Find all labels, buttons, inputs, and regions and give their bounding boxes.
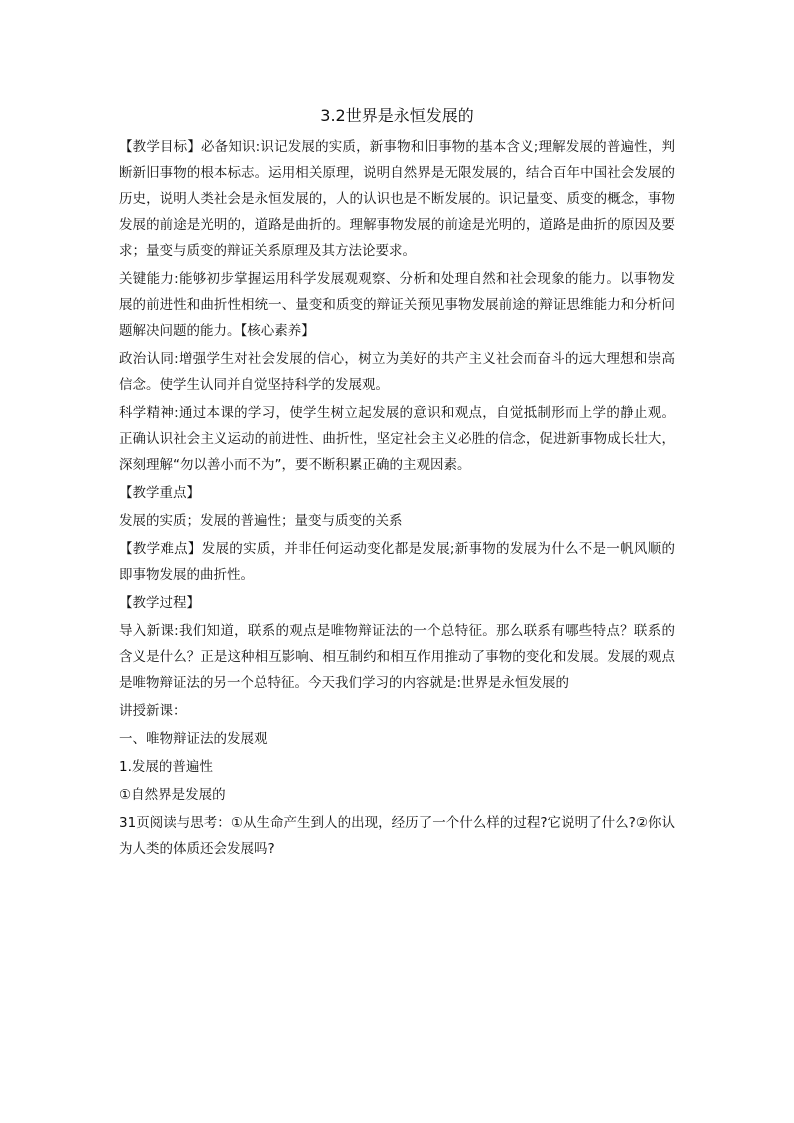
paragraph-difficulties: 【教学难点】发展的实质，并非任何运动变化都是发展;新事物的发展为什么不是一帆风顺的即事物发展的曲折性。 <box>119 541 675 583</box>
paragraph-reading-thinking: 31页阅读与思考：①从生命产生到人的出现，经历了一个什么样的过程?它说明了什么?②你认为人类的体质还会发展吗? <box>119 815 675 857</box>
heading-key-points: 【教学重点】 <box>119 485 200 501</box>
paragraph-key-points: 发展的实质；发展的普遍性；量变与质变的关系 <box>119 513 403 529</box>
paragraph-introduction: 导入新课:我们知道，联系的观点是唯物辩证法的一个总特征。那么联系有哪些特点？联系的含义是什么？正是这种相互影响、相互制约和相互作用推动了事物的变化和发展。发展的观点是唯物辩证法的另一个总特征。今天我们学习的内容就是:世界是永恒发展的 <box>119 623 675 691</box>
paragraph-scientific-spirit: 科学精神:通过本课的学习，使学生树立起发展的意识和观点，自觉抵制形而上学的静止观。正确认识社会主义运动的前进性、曲折性，坚定社会主义必胜的信念，促进新事物成长壮大，深刻理解“勿以善小而不为”，要不断积累正确的主观因素。 <box>119 405 675 473</box>
heading-teaching-process: 【教学过程】 <box>119 595 200 611</box>
document-page <box>119 102 675 864</box>
paragraph-lecture-label: 讲授新课： <box>119 703 187 719</box>
paragraph-political-identity: 政治认同:增强学生对社会发展的信心，树立为美好的共产主义社会而奋斗的远大理想和崇高信念。使学生认同并自觉坚持科学的发展观。 <box>119 351 675 393</box>
heading-subsection-one: 1.发展的普遍性 <box>119 759 213 775</box>
heading-section-one: 一、唯物辩证法的发展观 <box>119 731 268 747</box>
paragraph-key-abilities: 关键能力:能够初步掌握运用科学发展观观察、分析和处理自然和社会现象的能力。以事物发展的前进性和曲折性相统一、量变和质变的辩证关预见事物发展前途的辩证思维能力和分析问题解决问题的能力。【核心素养】 <box>119 271 675 339</box>
heading-nature-development: ①自然界是发展的 <box>119 787 226 803</box>
document-title: 3.2世界是永恒发展的 <box>320 106 474 125</box>
paragraph-teaching-goals: 【教学目标】必备知识:识记发展的实质，新事物和旧事物的基本含义;理解发展的普遍性，判断新旧事物的根本标志。运用相关原理，说明自然界是无限发展的，结合百年中国社会发展的历史，说明人类社会是永恒发展的，人的认识也是不断发展的。识记量变、质变的概念，事物发展的前途是光明的，道路是曲折的。理解事物发展的前途是光明的，道路是曲折的原因及要求；量变与质变的辩证关系原理及其方法论要求。 <box>119 139 675 259</box>
